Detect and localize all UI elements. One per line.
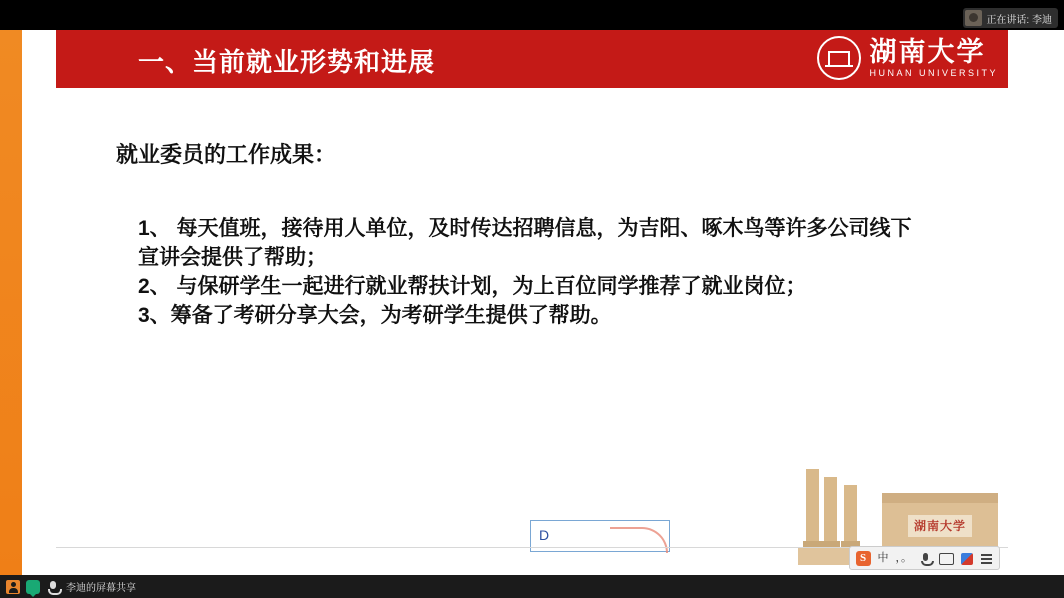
hall-roof [882, 493, 998, 503]
microphone-icon[interactable] [46, 580, 60, 594]
chat-icon[interactable] [26, 580, 40, 594]
university-name-en: HUNAN UNIVERSITY [869, 67, 998, 78]
ime-decoration [610, 527, 668, 553]
taskbar [0, 575, 1064, 598]
list-item: 1、 每天值班，接待用人单位，及时传达招聘信息，为吉阳、啄木鸟等许多公司线下宣讲会提供了帮助； [138, 217, 912, 269]
university-logo [817, 36, 998, 80]
list-item: 3、筹备了考研分享大会，为考研学生提供了帮助。 [138, 303, 612, 327]
ime-toolbar[interactable] [849, 546, 1001, 570]
hall-plaque-text: 湖南大学 [908, 515, 972, 537]
sogou-logo-icon[interactable]: S [856, 551, 871, 566]
top-bar [0, 0, 1064, 30]
slide-margin-left [22, 30, 56, 575]
column-icon [844, 485, 857, 547]
column-icon [806, 469, 819, 547]
window-left-edge [0, 30, 22, 575]
university-seal-icon [817, 36, 861, 80]
participant-icon[interactable] [6, 580, 20, 594]
speaker-video-thumbnail[interactable] [965, 10, 982, 26]
screen-share-status: 李迪的屏幕共享 [66, 583, 136, 594]
slide-margin-right [1008, 30, 1064, 575]
slide-body-list [138, 215, 928, 331]
column-icon [824, 477, 837, 547]
presentation-slide [56, 30, 1008, 575]
ime-punctuation-mode[interactable]: ，。 [895, 551, 912, 564]
university-name-cn: 湖南大学 [869, 36, 986, 68]
microphone-icon[interactable] [919, 552, 932, 565]
slide-title: 一、当前就业形势和进展 [138, 47, 436, 77]
active-speaker-label: 正在讲话: 李迪 [986, 14, 1052, 26]
ime-language-mode[interactable]: 中 [877, 551, 889, 564]
ime-input-value: D [539, 527, 550, 543]
slide-banner [56, 30, 1008, 88]
active-speaker-pill[interactable] [963, 8, 1058, 28]
university-name-block [869, 36, 998, 78]
slide-body-heading: 就业委员的工作成果： [116, 142, 337, 167]
menu-icon[interactable] [980, 552, 993, 565]
list-item: 2、 与保研学生一起进行就业帮扶计划，为上百位同学推荐了就业岗位； [138, 274, 807, 298]
soft-keyboard-icon[interactable] [939, 553, 954, 565]
toolbox-icon[interactable] [961, 553, 973, 565]
